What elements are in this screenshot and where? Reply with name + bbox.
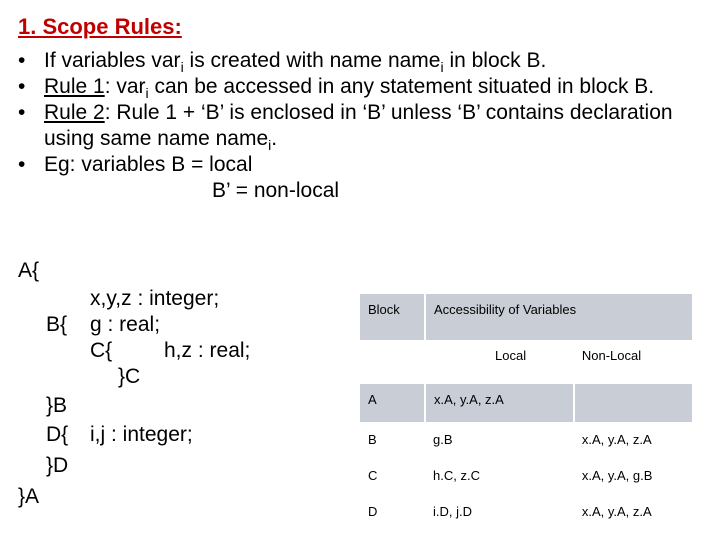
bullet-2 [18,74,708,100]
bullet-dot-icon: • [18,75,26,98]
bullet-3 [18,100,708,152]
cell-block: A [360,384,425,422]
bullet-4 [18,152,708,204]
header-block: Block [360,294,425,340]
table-row [360,462,692,498]
accessibility-table [360,294,692,534]
bullet-text: : var [104,75,146,98]
code-line: B{ [46,313,68,336]
code-line: D{ [46,423,69,446]
rule-label: Rule 1 [44,75,105,98]
bullet-dot-icon: • [18,49,26,72]
subscript: i [145,85,149,102]
bullet-text: in block B. [443,49,547,72]
subheader-empty [360,340,425,384]
cell-block: B [360,422,425,462]
cell-nonlocal: x.A, y.A, z.A [574,422,692,462]
bullet-text: : Rule 1 + ‘B’ is enclosed in ‘B’ unless ‘B’ contains declaration using same name name [44,101,673,150]
cell-nonlocal: x.A, y.A, z.A [574,498,692,534]
code-line: x,y,z : integer; [90,287,220,310]
code-line: i,j : integer; [90,423,193,446]
slide-title: 1. Scope Rules: [18,14,182,39]
bullet-dot-icon: • [18,101,26,124]
bullet-dot-icon: • [18,153,26,176]
header-nonlocal: Non-Local [574,340,692,384]
bullet-text: If variables var [44,49,181,72]
table-row [360,422,692,462]
cell-block: C [360,462,425,498]
code-line: A{ [18,259,40,282]
bullet-text: Eg: variables B = local [44,153,253,176]
cell-nonlocal [574,384,692,422]
cell-local: g.B [425,422,574,462]
bullet-text: can be accessed in any statement situated in block B. [148,75,655,98]
cell-local: x.A, y.A, z.A [425,384,574,422]
cell-local: i.D, j.D [425,498,574,534]
subscript: i [440,59,444,76]
cell-nonlocal: x.A, y.A, g.B [574,462,692,498]
subscript: i [180,59,184,76]
subscript: i [268,137,272,154]
bullet-1 [18,48,708,74]
cell-block: D [360,498,425,534]
code-line: }D [46,454,69,477]
bullet-text: . [271,127,278,150]
code-line: }C [118,365,141,388]
cell-local: h.C, z.C [425,462,574,498]
bullet-list [18,48,708,204]
code-line: g : real; [90,313,161,336]
bullet-text-continued: B’ = non-local [212,179,340,202]
table-subheader-row [360,340,692,384]
header-accessibility: Accessibility of Variables [425,294,692,340]
table-row [360,498,692,534]
code-line: h,z : real; [164,339,251,362]
bullet-text: is created with name name [183,49,441,72]
code-line: }A [18,485,40,508]
table-row [360,384,692,422]
code-line: }B [46,394,68,417]
table-header-row [360,294,692,340]
header-local: Local [425,340,574,384]
code-line: C{ [90,339,113,362]
rule-label: Rule 2 [44,101,105,124]
